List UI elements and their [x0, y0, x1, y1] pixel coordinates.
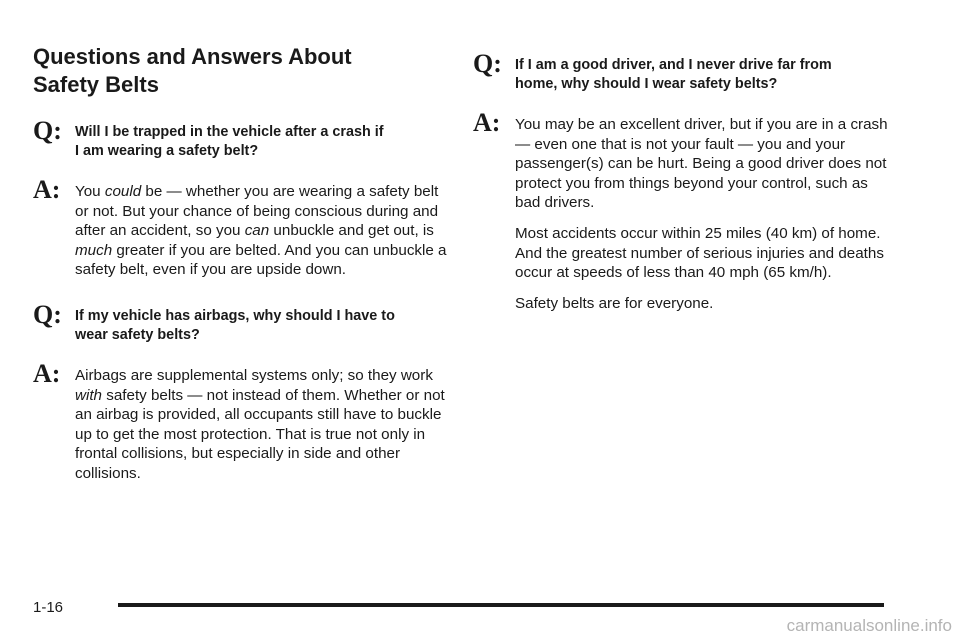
question-3-text	[515, 51, 893, 94]
emphasis-text: with	[75, 386, 103, 404]
page-title-line-1: Questions and Answers About	[33, 44, 352, 69]
answer-1	[33, 177, 453, 280]
footer-rule	[118, 603, 884, 607]
answer-paragraph	[75, 366, 453, 484]
watermark: carmanualsonline.info	[786, 616, 952, 635]
answer-paragraph	[515, 294, 893, 314]
body-text: Most accidents occur within 25 miles (40 km) of home. And the greatest number of serious injuries and deaths occur at speeds of less than 40 mph (65 km/h).	[515, 224, 884, 282]
question-2	[33, 299, 453, 345]
question-1-text	[75, 118, 453, 161]
body-text: You may be an excellent driver, but if you are in a crash — even one that is not your fault — you and your passenger(s) can be hurt. Being a good driver does not protect you from things beyond your control, such as bad drivers.	[515, 116, 888, 212]
body-text: greater if you are belted. And you can unbuckle a safety belt, even if you are upside down.	[75, 241, 447, 279]
body-text: You	[75, 183, 105, 200]
page-number: 1-16	[33, 599, 64, 616]
question-3-line-2: home, why should I wear safety belts?	[515, 76, 778, 92]
answer-1-text	[75, 177, 453, 280]
body-text: unbuckle and get out, is	[269, 222, 434, 240]
question-1-line-1: Will I be trapped in the vehicle after a crash if	[75, 124, 384, 140]
answer-2-text	[75, 361, 453, 484]
answer-paragraph	[75, 182, 453, 280]
answer-paragraph	[515, 115, 893, 213]
answer-3	[473, 110, 893, 313]
emphasis-text: can	[244, 222, 270, 240]
body-text: safety belts — not instead of them. Whether or not an airbag is provided, all occupants still have to buckle up to get the most protection. That is true not only in frontal collisions, but especially in side and other collisions.	[75, 386, 445, 482]
question-marker: Q:	[33, 116, 62, 145]
emphasis-text: could	[104, 183, 142, 200]
answer-2	[33, 358, 453, 484]
answer-3-text	[515, 110, 893, 313]
body-text: be — whether you are wearing a safety belt or not. But your chance of being conscious during and after an accident, so you	[75, 183, 439, 240]
question-2-line-1: If my vehicle has airbags, why should I have to	[75, 307, 395, 324]
question-3-line-1: If I am a good driver, and I never drive far from	[515, 57, 832, 73]
question-2-text	[75, 302, 453, 345]
question-3	[473, 51, 893, 94]
answer-marker: A:	[33, 175, 61, 204]
answer-marker: A:	[33, 358, 61, 388]
question-1	[33, 118, 453, 161]
answer-paragraph	[515, 224, 893, 283]
left-column	[33, 118, 453, 484]
question-1-line-2: I am wearing a safety belt?	[75, 143, 259, 159]
question-2-line-2: wear safety belts?	[75, 326, 200, 343]
body-text: Airbags are supplemental systems only; so they work	[75, 366, 433, 384]
question-marker: Q:	[33, 299, 62, 329]
page-title-line-2: Safety Belts	[33, 72, 159, 97]
body-text: Safety belts are for everyone.	[515, 294, 714, 312]
emphasis-text: much	[75, 241, 113, 259]
page-title	[33, 43, 433, 99]
question-marker: Q:	[473, 49, 502, 78]
right-column	[473, 51, 893, 313]
answer-marker: A:	[473, 108, 501, 137]
